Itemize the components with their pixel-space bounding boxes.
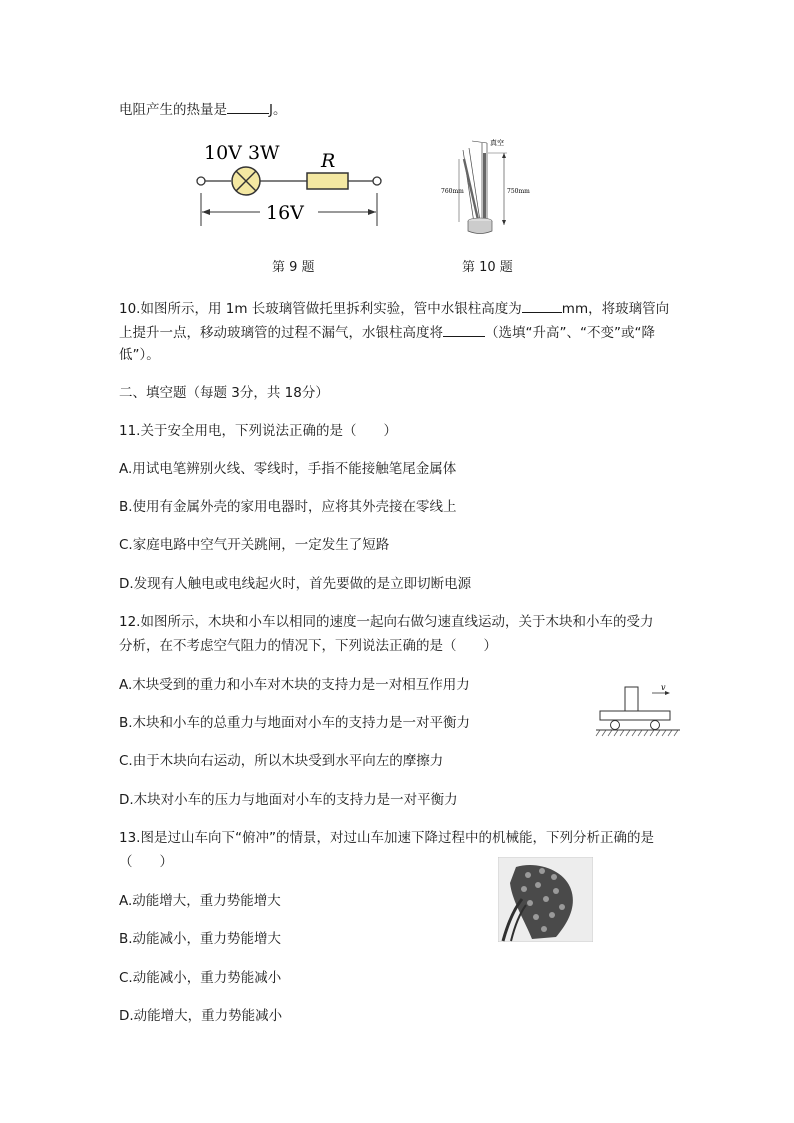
q13-option-b[interactable]: B.动能减小，重力势能增大	[119, 931, 282, 947]
q13-option-c[interactable]: C.动能减小，重力势能减小	[119, 970, 282, 986]
q13-stem-line-1: 13.图是过山车向下“俯冲”的情景，对过山车加速下降过程中的机械能，下列分析正确的是	[119, 830, 654, 846]
q10-line-1: 10.如图所示，用 1m 长玻璃管做托里拆利实验，管中水银柱高度为 mm，将玻璃管向	[119, 298, 669, 319]
left-height-label: 760mm	[441, 188, 464, 195]
q9-blank[interactable]	[227, 99, 269, 114]
lamp-icon	[232, 167, 260, 195]
voltage-label: 16V	[266, 202, 304, 224]
q11-stem: 11.关于安全用电，下列说法正确的是（ ）	[119, 423, 397, 439]
tilted-mercury-column	[464, 159, 479, 224]
q11-option-b[interactable]: B.使用有金属外壳的家用电器时，应将其外壳接在零线上	[119, 499, 457, 515]
section-heading: 二、填空题（每题 3分，共 18分）	[119, 385, 329, 401]
fig9-caption: 第 9 题	[272, 260, 315, 275]
fig10-torricelli	[440, 135, 555, 240]
velocity-label: v	[661, 683, 666, 692]
lamp-rating-label: 10V 3W	[204, 142, 280, 164]
q13-stem-line-2: （ ）	[119, 854, 173, 870]
wooden-block	[625, 687, 638, 711]
q12-stem-line-2: 分析，在不考虑空气阻力的情况下，下列说法正确的是（ ）	[119, 638, 497, 654]
q12-option-a[interactable]: A.木块受到的重力和小车对木块的支持力是一对相互作用力	[119, 677, 470, 693]
q11-option-d[interactable]: D.发现有人触电或电线起火时，首先要做的是立即切断电源	[119, 576, 472, 592]
roller-coaster-photo	[498, 857, 593, 942]
q12-option-c[interactable]: C.由于木块向右运动，所以木块受到水平向左的摩擦力	[119, 753, 444, 769]
mercury-dish	[468, 221, 492, 234]
q10-line-2: 上提升一点，移动玻璃管的过程不漏气，水银柱高度将 （选填“升高”、“不变”或“降	[119, 322, 655, 343]
q13-option-a[interactable]: A.动能增大，重力势能增大	[119, 893, 281, 909]
q10-line-3: 低”）。	[119, 347, 160, 363]
q11-option-a[interactable]: A.用试电笔辨别火线、零线时，手指不能接触笔尾金属体	[119, 461, 457, 477]
q12-stem-line-1: 12.如图所示，木块和小车以相同的速度一起向右做匀速直线运动，关于木块和小车的受力	[119, 614, 654, 630]
left-terminal	[197, 177, 205, 185]
cart-body	[600, 711, 670, 720]
cart-wheel-right	[651, 721, 660, 730]
right-terminal	[373, 177, 381, 185]
fig12-block-cart	[592, 680, 682, 742]
q11-option-c[interactable]: C.家庭电路中空气开关跳闸，一定发生了短路	[119, 537, 390, 553]
fig9-circuit	[190, 138, 395, 233]
q12-option-b[interactable]: B.木块和小车的总重力与地面对小车的支持力是一对平衡力	[119, 715, 471, 731]
resistor-label: R	[321, 150, 336, 172]
right-height-label: 750mm	[507, 188, 530, 195]
q12-option-d[interactable]: D.木块对小车的压力与地面对小车的支持力是一对平衡力	[119, 792, 458, 808]
q10-blank-2[interactable]	[443, 322, 485, 337]
q10-blank-1[interactable]	[522, 298, 562, 313]
resistor-icon	[307, 173, 348, 189]
fig10-caption: 第 10 题	[462, 260, 513, 275]
q13-option-d[interactable]: D.动能增大，重力势能减小	[119, 1008, 283, 1024]
vacuum-label: 真空	[490, 139, 504, 147]
cart-wheel-left	[611, 721, 620, 730]
q9-answer-line: 电阻产生的热量是 J。	[119, 99, 286, 120]
